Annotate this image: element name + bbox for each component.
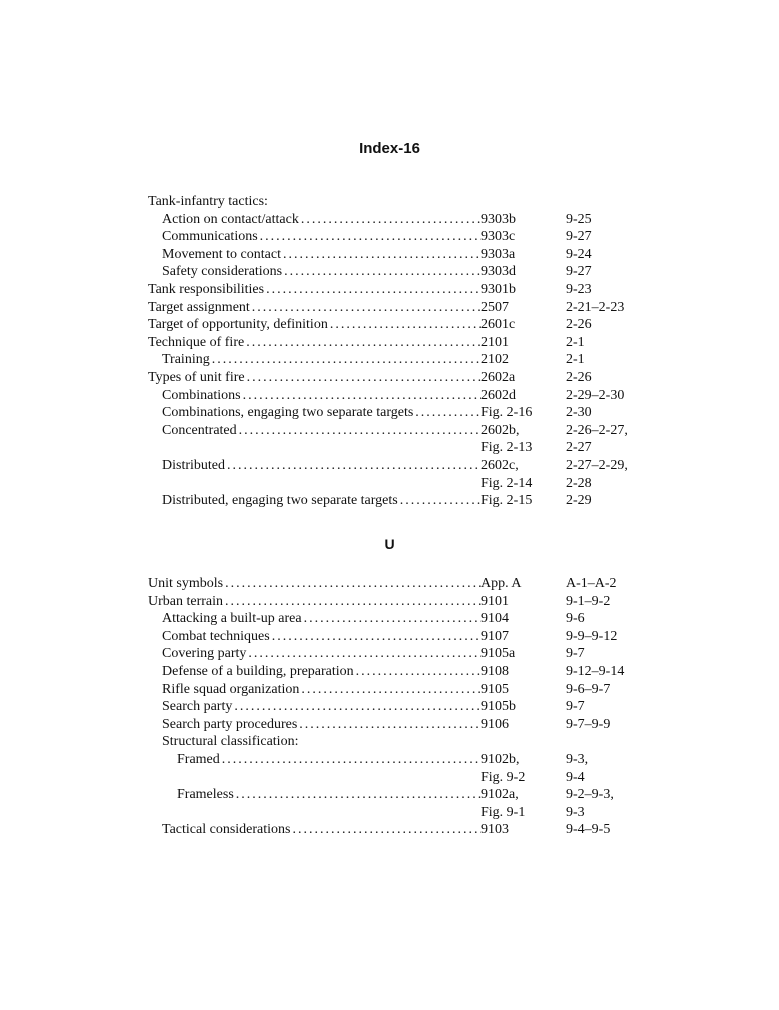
index-entry bbox=[0, 457, 779, 475]
entry-page: 2-26 bbox=[566, 317, 592, 333]
entry-label: Target of opportunity, definition bbox=[148, 317, 328, 333]
entry-reference: 2602d bbox=[481, 387, 516, 403]
index-entry bbox=[0, 698, 779, 716]
index-entry bbox=[0, 316, 779, 334]
dot-leader bbox=[239, 422, 481, 440]
entry-page: 9-4–9-5 bbox=[566, 822, 611, 838]
entry-label-cell bbox=[162, 492, 481, 510]
entry-reference: 2602a bbox=[481, 369, 516, 385]
entry-label: Safety considerations bbox=[162, 264, 283, 280]
entry-reference: Fig. 2-16 bbox=[481, 405, 533, 421]
entry-label: Combat techniques bbox=[162, 628, 270, 644]
entry-label: Tank responsibilities bbox=[148, 281, 265, 297]
entry-reference: 2602b, bbox=[481, 422, 520, 438]
entry-label: Types of unit fire bbox=[148, 369, 245, 385]
entry-page: 9-4 bbox=[566, 769, 585, 785]
entry-reference: 9101 bbox=[481, 593, 509, 609]
entry-label-cell bbox=[148, 334, 481, 352]
entry-page: 2-1 bbox=[566, 352, 585, 368]
index-entry bbox=[0, 593, 779, 611]
index-entry bbox=[0, 334, 779, 352]
entry-reference: Fig. 9-2 bbox=[481, 769, 526, 785]
entry-label: Attacking a built-up area bbox=[162, 611, 302, 627]
entry-label-cell bbox=[162, 698, 481, 716]
entry-label: Urban terrain bbox=[148, 593, 224, 609]
entry-page: 2-30 bbox=[566, 405, 592, 421]
entry-page: 9-7 bbox=[566, 646, 585, 662]
entry-label: Frameless bbox=[177, 787, 234, 803]
entry-label: Action on contact/attack bbox=[162, 211, 299, 227]
entry-reference: 2102 bbox=[481, 352, 509, 368]
dot-leader bbox=[236, 786, 481, 804]
entry-label-cell bbox=[162, 681, 481, 699]
dot-leader bbox=[260, 228, 481, 246]
entry-reference: 9303b bbox=[481, 211, 516, 227]
entry-reference: Fig. 2-14 bbox=[481, 475, 533, 491]
entry-page: 9-23 bbox=[566, 281, 592, 297]
entry-label: Concentrated bbox=[162, 422, 237, 438]
entry-page: 2-28 bbox=[566, 475, 592, 491]
entry-label-cell bbox=[162, 645, 481, 663]
entry-label-cell bbox=[162, 387, 481, 405]
entry-label-cell bbox=[162, 246, 481, 264]
page-title: Index-16 bbox=[359, 140, 420, 157]
entry-page: 9-27 bbox=[566, 229, 592, 245]
entry-page: 9-2–9-3, bbox=[566, 787, 614, 803]
entry-label-cell bbox=[162, 228, 481, 246]
dot-leader bbox=[225, 593, 481, 611]
entry-reference: 9102b, bbox=[481, 751, 520, 767]
entry-label: Covering party bbox=[162, 646, 247, 662]
entry-page: 9-25 bbox=[566, 211, 592, 227]
entry-heading: Structural classification: bbox=[162, 734, 299, 750]
entry-label: Unit symbols bbox=[148, 576, 224, 591]
entry-label-cell bbox=[148, 575, 481, 593]
entry-page: 2-29–2-30 bbox=[566, 387, 625, 403]
entry-page: 2-26 bbox=[566, 369, 592, 385]
entry-page: 9-6 bbox=[566, 611, 585, 627]
entry-reference: 9301b bbox=[481, 281, 516, 297]
index-entry bbox=[0, 716, 779, 734]
entry-label: Defense of a building, preparation bbox=[162, 663, 354, 679]
dot-leader bbox=[246, 334, 481, 352]
index-entry bbox=[0, 387, 779, 405]
dot-leader bbox=[227, 457, 481, 475]
dot-leader bbox=[301, 681, 481, 699]
entry-label-cell bbox=[177, 751, 481, 769]
section-t bbox=[0, 193, 779, 510]
index-entry bbox=[0, 575, 779, 593]
entry-label-cell bbox=[162, 663, 481, 681]
dot-leader bbox=[234, 698, 481, 716]
section-letter-u: U bbox=[384, 536, 395, 552]
section-t-rows bbox=[0, 211, 779, 510]
index-entry bbox=[0, 786, 779, 804]
entry-label-cell bbox=[162, 263, 481, 281]
index-entry bbox=[0, 281, 779, 299]
index-entry bbox=[0, 228, 779, 246]
entry-page: 9-27 bbox=[566, 264, 592, 280]
entry-page: 2-21–2-23 bbox=[566, 299, 625, 315]
index-entry bbox=[0, 645, 779, 663]
entry-label: Target assignment bbox=[148, 299, 250, 315]
dot-leader bbox=[304, 610, 481, 628]
index-entry bbox=[0, 628, 779, 646]
entry-page: 2-26–2-27, bbox=[566, 422, 628, 438]
entry-label-cell bbox=[162, 404, 481, 422]
entry-reference: 9105a bbox=[481, 646, 516, 662]
dot-leader bbox=[248, 645, 481, 663]
entry-label-cell bbox=[148, 369, 481, 387]
index-entry bbox=[0, 821, 779, 839]
entry-reference: 2602c, bbox=[481, 457, 519, 473]
index-entry bbox=[0, 804, 779, 822]
entry-label-cell bbox=[177, 786, 481, 804]
entry-label: Rifle squad organization bbox=[162, 681, 300, 697]
entry-page: 2-27 bbox=[566, 440, 592, 456]
entry-page: 2-29 bbox=[566, 493, 592, 509]
index-entry bbox=[0, 299, 779, 317]
index-entry bbox=[0, 751, 779, 769]
index-entry bbox=[0, 422, 779, 440]
entry-label: Communications bbox=[162, 229, 258, 245]
dot-leader bbox=[292, 821, 481, 839]
entry-label-cell bbox=[162, 457, 481, 475]
dot-leader bbox=[222, 751, 481, 769]
entry-label: Tactical considerations bbox=[162, 822, 291, 838]
entry-page: A-1–A-2 bbox=[566, 576, 617, 591]
entry-label: Combinations, engaging two separate targets bbox=[162, 405, 414, 421]
entry-label: Framed bbox=[177, 751, 220, 767]
entry-label: Training bbox=[162, 352, 210, 368]
index-entry bbox=[0, 439, 779, 457]
entry-label-cell bbox=[162, 211, 481, 229]
entry-label-cell bbox=[148, 593, 481, 611]
index-entry bbox=[0, 681, 779, 699]
dot-leader bbox=[400, 492, 481, 510]
entry-label: Technique of fire bbox=[148, 334, 245, 350]
entry-reference: 9105b bbox=[481, 699, 516, 715]
entry-page: 9-3 bbox=[566, 804, 585, 820]
entry-reference: App. A bbox=[481, 576, 522, 591]
entry-reference: 9303a bbox=[481, 246, 516, 262]
heading-label: Tank-infantry tactics: bbox=[148, 194, 268, 209]
dot-leader bbox=[301, 211, 481, 229]
entry-reference: Fig. 2-15 bbox=[481, 493, 533, 509]
entry-reference: 2601c bbox=[481, 317, 516, 333]
section-u-rows bbox=[0, 575, 779, 839]
index-entry bbox=[0, 263, 779, 281]
entry-reference: 9104 bbox=[481, 611, 509, 627]
entry-label-cell bbox=[162, 351, 481, 369]
dot-leader bbox=[284, 263, 481, 281]
entry-page: 9-3, bbox=[566, 751, 589, 767]
dot-leader bbox=[415, 404, 481, 422]
entry-label-cell bbox=[162, 716, 481, 734]
dot-leader bbox=[299, 716, 481, 734]
entry-reference: 9106 bbox=[481, 716, 509, 732]
entry-reference: Fig. 9-1 bbox=[481, 804, 526, 820]
entry-page: 9-7–9-9 bbox=[566, 716, 611, 732]
index-entry bbox=[0, 404, 779, 422]
dot-leader bbox=[212, 351, 481, 369]
index-heading bbox=[0, 193, 779, 211]
entry-label-cell bbox=[162, 628, 481, 646]
dot-leader bbox=[272, 628, 481, 646]
dot-leader bbox=[225, 575, 481, 593]
dot-leader bbox=[247, 369, 481, 387]
entry-page: 9-24 bbox=[566, 246, 592, 262]
entry-reference: Fig. 2-13 bbox=[481, 440, 533, 456]
dot-leader bbox=[330, 316, 481, 334]
entry-reference: 9108 bbox=[481, 663, 509, 679]
entry-page: 9-7 bbox=[566, 699, 585, 715]
entry-label-cell bbox=[148, 299, 481, 317]
index-entry bbox=[0, 733, 779, 751]
entry-reference: 9107 bbox=[481, 628, 509, 644]
entry-label-cell bbox=[162, 821, 481, 839]
index-entry bbox=[0, 246, 779, 264]
entry-page: 2-27–2-29, bbox=[566, 457, 628, 473]
entry-label-cell bbox=[148, 316, 481, 334]
index-entry bbox=[0, 475, 779, 493]
entry-reference: 9303c bbox=[481, 229, 516, 245]
index-entry bbox=[0, 211, 779, 229]
entry-reference: 2101 bbox=[481, 334, 509, 350]
entry-reference: 9103 bbox=[481, 822, 509, 838]
dot-leader bbox=[243, 387, 481, 405]
entry-label: Movement to contact bbox=[162, 246, 281, 262]
entry-label: Combinations bbox=[162, 387, 241, 403]
entry-page: 9-1–9-2 bbox=[566, 593, 611, 609]
index-entry bbox=[0, 351, 779, 369]
entry-reference: 9102a, bbox=[481, 787, 519, 803]
dot-leader bbox=[266, 281, 481, 299]
entry-reference: 9303d bbox=[481, 264, 516, 280]
dot-leader bbox=[252, 299, 481, 317]
entry-label: Distributed bbox=[162, 457, 225, 473]
index-entry bbox=[0, 769, 779, 787]
index-entry bbox=[0, 492, 779, 510]
dot-leader bbox=[283, 246, 481, 264]
entry-page: 9-6–9-7 bbox=[566, 681, 611, 697]
entry-reference: 2507 bbox=[481, 299, 509, 315]
entry-page: 9-12–9-14 bbox=[566, 663, 625, 679]
entry-label-cell bbox=[162, 610, 481, 628]
index-entry bbox=[0, 610, 779, 628]
entry-page: 9-9–9-12 bbox=[566, 628, 618, 644]
entry-label-cell bbox=[162, 422, 481, 440]
entry-label: Distributed, engaging two separate targets bbox=[162, 493, 398, 509]
entry-reference: 9105 bbox=[481, 681, 509, 697]
entry-page: 2-1 bbox=[566, 334, 585, 350]
entry-label: Search party bbox=[162, 699, 233, 715]
index-entry bbox=[0, 369, 779, 387]
entry-label-cell bbox=[148, 281, 481, 299]
dot-leader bbox=[356, 663, 481, 681]
index-entry bbox=[0, 663, 779, 681]
entry-label: Search party procedures bbox=[162, 716, 298, 732]
section-u bbox=[0, 575, 779, 839]
